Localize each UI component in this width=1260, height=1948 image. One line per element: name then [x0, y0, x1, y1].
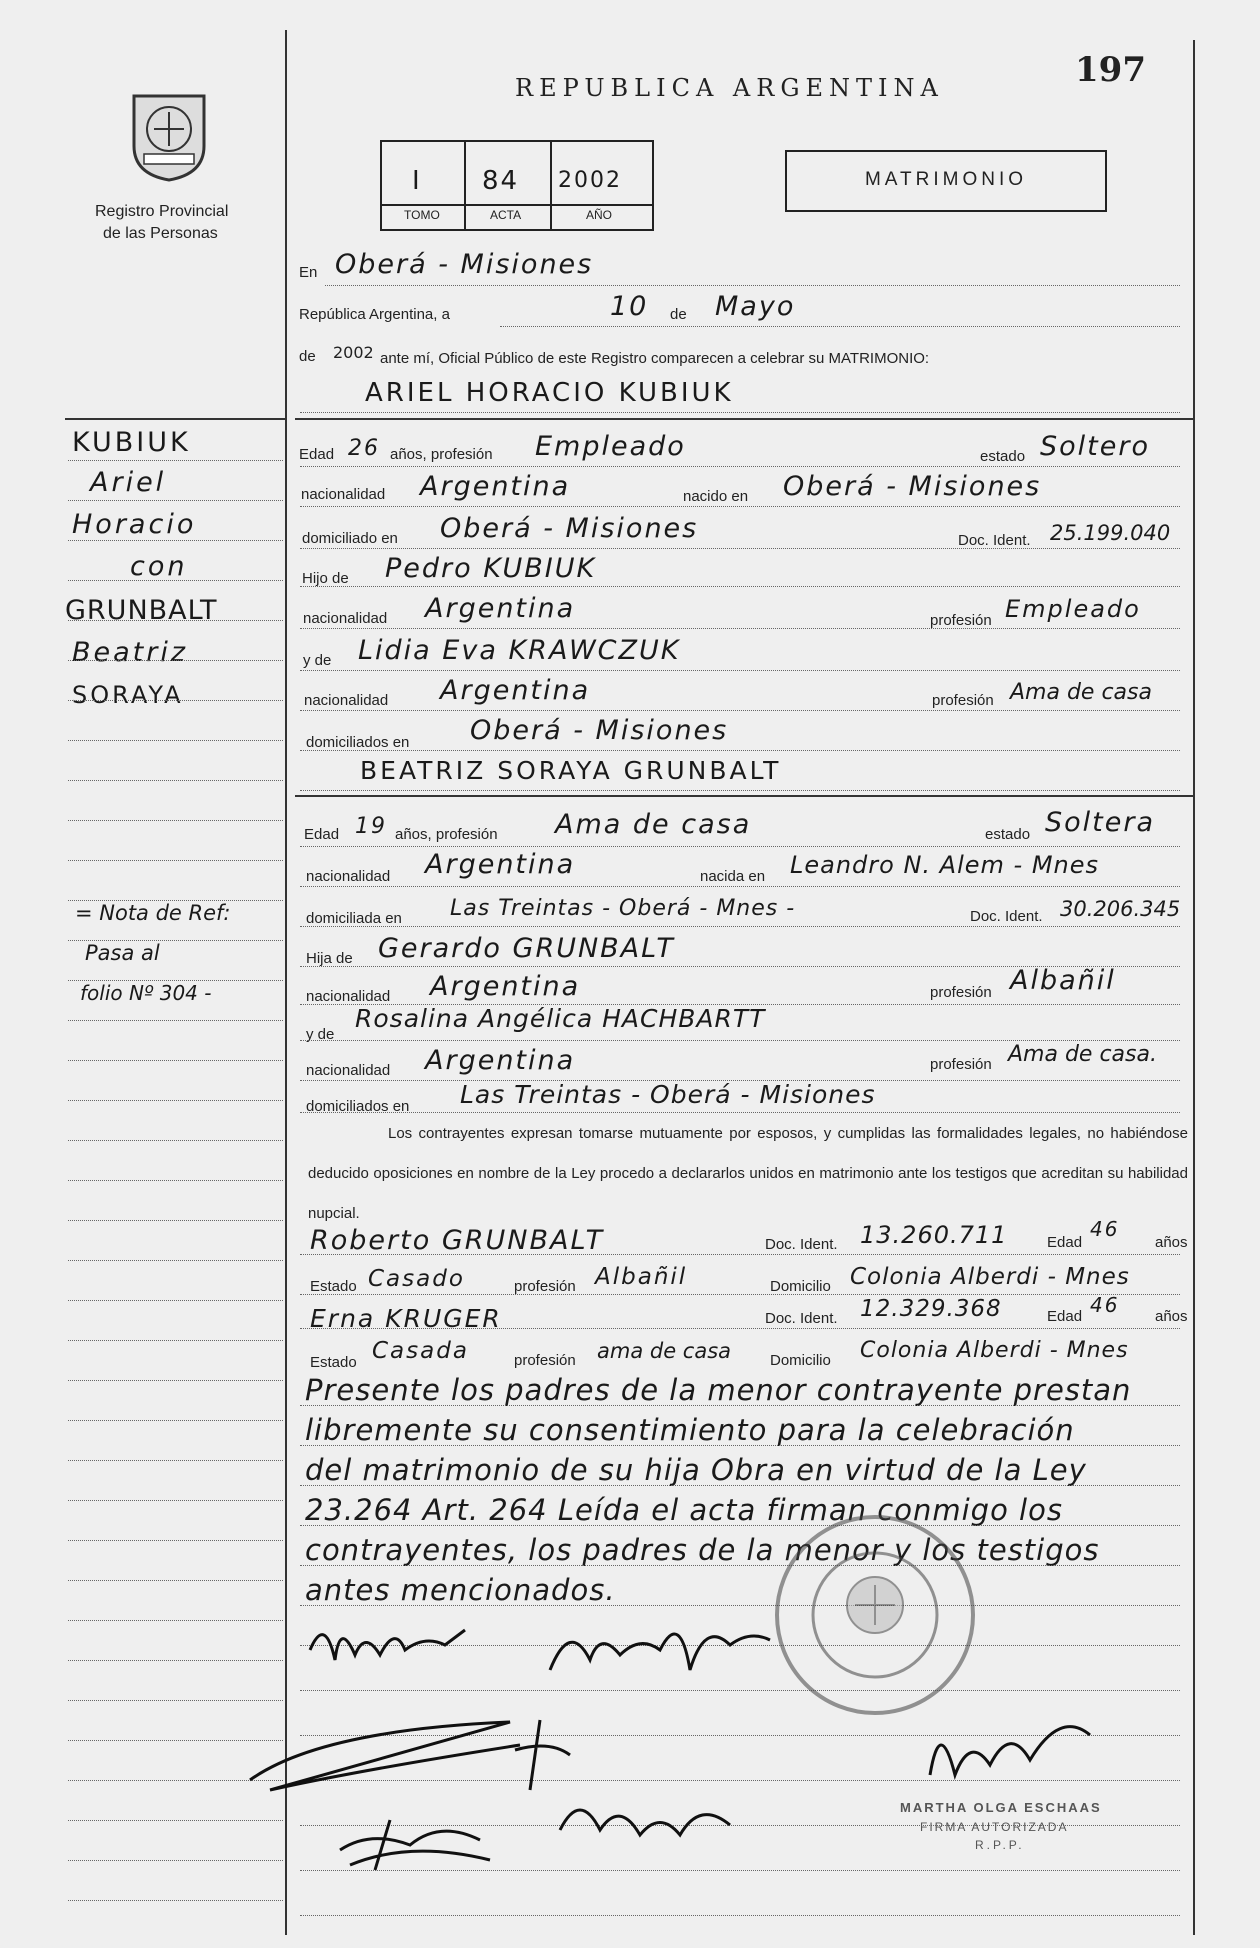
groom-dom-label: domiciliado en — [302, 530, 398, 547]
margin-note-2: Pasa al — [85, 941, 160, 965]
margin-rule-line — [68, 1620, 283, 1621]
margin-rule-line — [68, 1180, 283, 1181]
acta-value: 84 — [482, 166, 520, 196]
officer-name: MARTHA OLGA ESCHAAS — [900, 1800, 1102, 1815]
witness2-prof-label: profesión — [514, 1352, 576, 1369]
groom-nacionalidad: Argentina — [420, 471, 571, 502]
signature-mother — [330, 1810, 510, 1880]
groom-doc: 25.199.040 — [1050, 521, 1171, 545]
margin-rule-line — [68, 1500, 283, 1501]
margin-rule-line — [68, 1580, 283, 1581]
bride-madre: Rosalina Angélica HACHBARTT — [355, 1004, 766, 1033]
ano-label: AÑO — [586, 208, 613, 222]
witness2-profesion: ama de casa — [597, 1339, 732, 1363]
observation-line-5: contrayentes, los padres de la menor y los testigos — [305, 1533, 1100, 1567]
margin-rule-line — [68, 860, 283, 861]
margin-note-1: = Nota de Ref: — [75, 901, 231, 925]
groom-madre-nac: Argentina — [440, 675, 591, 706]
groom-madre-prof-label: profesión — [932, 692, 994, 709]
groom-estado-label: estado — [980, 448, 1026, 465]
bride-madre-prof-label: profesión — [930, 1056, 992, 1073]
bride-doc: 30.206.345 — [1060, 897, 1181, 921]
margin-rule-line — [68, 1420, 283, 1421]
bride-madre-nac: Argentina — [425, 1045, 576, 1076]
margin-rule-line — [68, 820, 283, 821]
groom-madre-nac-label: nacionalidad — [304, 692, 389, 709]
margin-rule-line — [68, 1340, 283, 1341]
year-prefix: de — [299, 348, 316, 365]
groom-padre-prof: Empleado — [1005, 595, 1141, 623]
witness2-doc-label: Doc. Ident. — [765, 1310, 838, 1327]
witness2-name: Erna KRUGER — [310, 1304, 502, 1333]
bride-madre-prof: Ama de casa. — [1008, 1042, 1157, 1067]
margin-rule-line — [68, 580, 283, 581]
margin-rule-line — [68, 1460, 283, 1461]
registry-round-stamp — [770, 1510, 980, 1720]
act-number-table — [380, 140, 654, 231]
margin-note-3: folio Nº 304 - — [80, 981, 212, 1005]
witness1-doc-label: Doc. Ident. — [765, 1236, 838, 1253]
groom-nacido-label: nacido en — [683, 488, 749, 505]
act-type: MATRIMONIO — [864, 169, 1028, 190]
witness2-doc: 12.329.368 — [860, 1296, 1002, 1322]
officer-title: FIRMA AUTORIZADA — [920, 1820, 1069, 1834]
year-value: 2002 — [333, 343, 374, 362]
witness2-edad-label: Edad — [1047, 1308, 1083, 1325]
witness1-dom-label: Domicilio — [770, 1278, 831, 1295]
margin-rule-line — [68, 1100, 283, 1101]
bride-domicilio: Las Treintas - Oberá - Mnes - — [450, 896, 796, 921]
groom-profesion: Empleado — [535, 431, 686, 462]
margin-name-1: KUBIUK — [72, 427, 191, 458]
groom-full-name: ARIEL HORACIO KUBIUK — [365, 378, 734, 408]
witness1-estado-label: Estado — [310, 1278, 357, 1295]
margin-name-3: Horacio — [72, 509, 197, 540]
bride-nacionalidad: Argentina — [425, 849, 576, 880]
witness2-edad: 46 — [1090, 1293, 1120, 1317]
margin-rule-line — [68, 660, 283, 661]
signature-groom — [305, 1610, 475, 1680]
margin-rule-line — [68, 1700, 283, 1701]
left-margin-rule — [285, 30, 287, 1935]
groom-padres-dom: Oberá - Misiones — [470, 715, 729, 746]
signature-witness — [550, 1780, 740, 1860]
bride-profesion: Ama de casa — [555, 809, 752, 840]
groom-madre-prof: Ama de casa — [1010, 680, 1152, 705]
bride-nac-label: nacionalidad — [306, 868, 391, 885]
page-number: 197 — [1075, 50, 1146, 90]
margin-name-6: Beatriz — [72, 637, 189, 668]
signature-father — [240, 1710, 580, 1810]
margin-rule-line — [68, 940, 283, 941]
margin-rule-line — [68, 1020, 283, 1021]
country-title: REPUBLICA ARGENTINA — [515, 74, 944, 102]
witness2-estado-label: Estado — [310, 1354, 357, 1371]
margin-rule-line — [68, 700, 283, 701]
officer-org: R.P.P. — [975, 1838, 1025, 1852]
groom-padre-nac-label: nacionalidad — [303, 610, 388, 627]
bride-padre: Gerardo GRUNBALT — [378, 933, 675, 964]
margin-rule-line — [68, 1140, 283, 1141]
margin-rule-line — [68, 1060, 283, 1061]
bride-prof-label: años, profesión — [395, 826, 498, 843]
bride-padre-prof: Albañil — [1010, 965, 1116, 996]
bride-madre-nac-label: nacionalidad — [306, 1062, 391, 1079]
tomo-label: TOMO — [404, 208, 440, 222]
month: Mayo — [715, 291, 796, 322]
margin-name-2: Ariel — [90, 467, 167, 498]
signature-bride — [540, 1600, 780, 1690]
bride-estado-label: estado — [985, 826, 1031, 843]
groom-padre-nac: Argentina — [425, 593, 576, 624]
margin-name-4: con — [130, 551, 188, 582]
republica-label: República Argentina, a — [299, 306, 450, 323]
groom-nacido: Oberá - Misiones — [783, 471, 1042, 502]
observation-line-2: libremente su consentimiento para la celebración — [305, 1413, 1075, 1447]
bride-nacida-label: nacida en — [700, 868, 766, 885]
witness1-estado: Casado — [368, 1266, 465, 1292]
margin-rule-line — [68, 900, 283, 901]
margin-rule-line — [68, 780, 283, 781]
witness2-dom-label: Domicilio — [770, 1352, 831, 1369]
act-type-box — [785, 150, 1107, 212]
witness1-edad: 46 — [1090, 1217, 1120, 1241]
margin-rule-line — [68, 1900, 283, 1901]
margin-rule-line — [68, 980, 283, 981]
observation-line-1: Presente los padres de la menor contrayente prestan — [305, 1373, 1132, 1407]
groom-padre-prof-label: profesión — [930, 612, 992, 629]
groom-domicilio: Oberá - Misiones — [440, 513, 699, 544]
margin-rule-line — [68, 1860, 283, 1861]
bride-nacida: Leandro N. Alem - Mnes — [790, 851, 1100, 879]
witness1-name: Roberto GRUNBALT — [310, 1225, 605, 1256]
groom-edad: 26 — [348, 436, 380, 461]
groom-madre: Lidia Eva KRAWCZUK — [358, 635, 681, 666]
witness2-anos-label: años — [1155, 1308, 1188, 1325]
de-label: de — [670, 306, 687, 323]
margin-rule-line — [68, 1820, 283, 1821]
margin-rule-line — [68, 1300, 283, 1301]
signature-officer — [920, 1705, 1100, 1795]
registry-line1: Registro Provincial — [95, 203, 229, 220]
margin-name-5: GRUNBALT — [65, 595, 218, 626]
bride-edad-label: Edad — [304, 826, 340, 843]
bride-full-name: BEATRIZ SORAYA GRUNBALT — [360, 756, 782, 785]
bride-yde-label: y de — [306, 1026, 335, 1043]
margin-rule-line — [68, 1380, 283, 1381]
observation-line-3: del matrimonio de su hija Obra en virtud de la Ley — [305, 1453, 1087, 1487]
groom-doc-label: Doc. Ident. — [958, 532, 1031, 549]
margin-header-rule — [65, 418, 285, 420]
bride-padre-prof-label: profesión — [930, 984, 992, 1001]
registry-seal — [124, 84, 214, 184]
observation-line-4: 23.264 Art. 264 Leída el acta firman conmigo los — [305, 1493, 1063, 1527]
witness1-anos-label: años — [1155, 1234, 1188, 1251]
groom-prof-label: años, profesión — [390, 446, 493, 463]
witness1-edad-label: Edad — [1047, 1234, 1083, 1251]
ano-value: 2002 — [558, 168, 622, 193]
groom-padres-dom-label: domiciliados en — [306, 734, 410, 751]
witness1-profesion: Albañil — [595, 1264, 688, 1290]
margin-rule-line — [68, 620, 283, 621]
witness2-estado: Casada — [372, 1338, 469, 1364]
witness1-doc: 13.260.711 — [860, 1221, 1008, 1249]
observation-line-6: antes mencionados. — [305, 1573, 616, 1607]
bride-estado: Soltera — [1045, 807, 1156, 838]
margin-rule-line — [68, 1220, 283, 1221]
witness1-domicilio: Colonia Alberdi - Mnes — [850, 1264, 1130, 1290]
groom-section-divider — [295, 418, 1193, 420]
bride-dom-label: domiciliada en — [306, 910, 402, 927]
witness1-prof-label: profesión — [514, 1278, 576, 1295]
margin-rule-line — [68, 460, 283, 461]
registry-line2: de las Personas — [103, 225, 218, 242]
bride-padre-nac: Argentina — [430, 971, 581, 1002]
groom-nac-label: nacionalidad — [301, 486, 386, 503]
right-margin-rule — [1193, 40, 1195, 1935]
groom-edad-label: Edad — [299, 446, 335, 463]
bride-padres-dom-label: domiciliados en — [306, 1098, 410, 1115]
groom-padre: Pedro KUBIUK — [385, 553, 597, 584]
declaration-text: Los contrayentes expresan tomarse mutuamente por esposos, y cumplidas las formalidades legales, no habiéndose deducido oposiciones en nombre de la Ley procedo a declararlos unidos en matrimonio ante los testigos que acreditan su habilidad nupcial. — [308, 1125, 1188, 1222]
bride-section-divider — [295, 795, 1193, 797]
bride-padre-nac-label: nacionalidad — [306, 988, 391, 1005]
bride-doc-label: Doc. Ident. — [970, 908, 1043, 925]
bride-edad: 19 — [355, 814, 387, 839]
witness2-domicilio: Colonia Alberdi - Mnes — [860, 1338, 1129, 1363]
margin-rule-line — [68, 1540, 283, 1541]
acta-label: ACTA — [490, 208, 522, 222]
margin-rule-line — [68, 500, 283, 501]
groom-hijo-label: Hijo de — [302, 570, 349, 587]
tomo-value: I — [412, 166, 422, 196]
bride-hija-label: Hija de — [306, 950, 353, 967]
place: Oberá - Misiones — [335, 249, 594, 280]
groom-estado: Soltero — [1040, 431, 1150, 462]
margin-rule-line — [68, 740, 283, 741]
day: 10 — [610, 291, 649, 322]
margin-rule-line — [68, 1660, 283, 1661]
groom-yde-label: y de — [303, 652, 332, 669]
statement: ante mí, Oficial Público de este Registro comparecen a celebrar su MATRIMONIO: — [380, 350, 930, 367]
margin-rule-line — [68, 540, 283, 541]
en-label: En — [299, 264, 318, 281]
bride-padres-dom: Las Treintas - Oberá - Misiones — [460, 1080, 876, 1109]
margin-name-7: SORAYA — [72, 681, 184, 709]
margin-rule-line — [68, 1260, 283, 1261]
